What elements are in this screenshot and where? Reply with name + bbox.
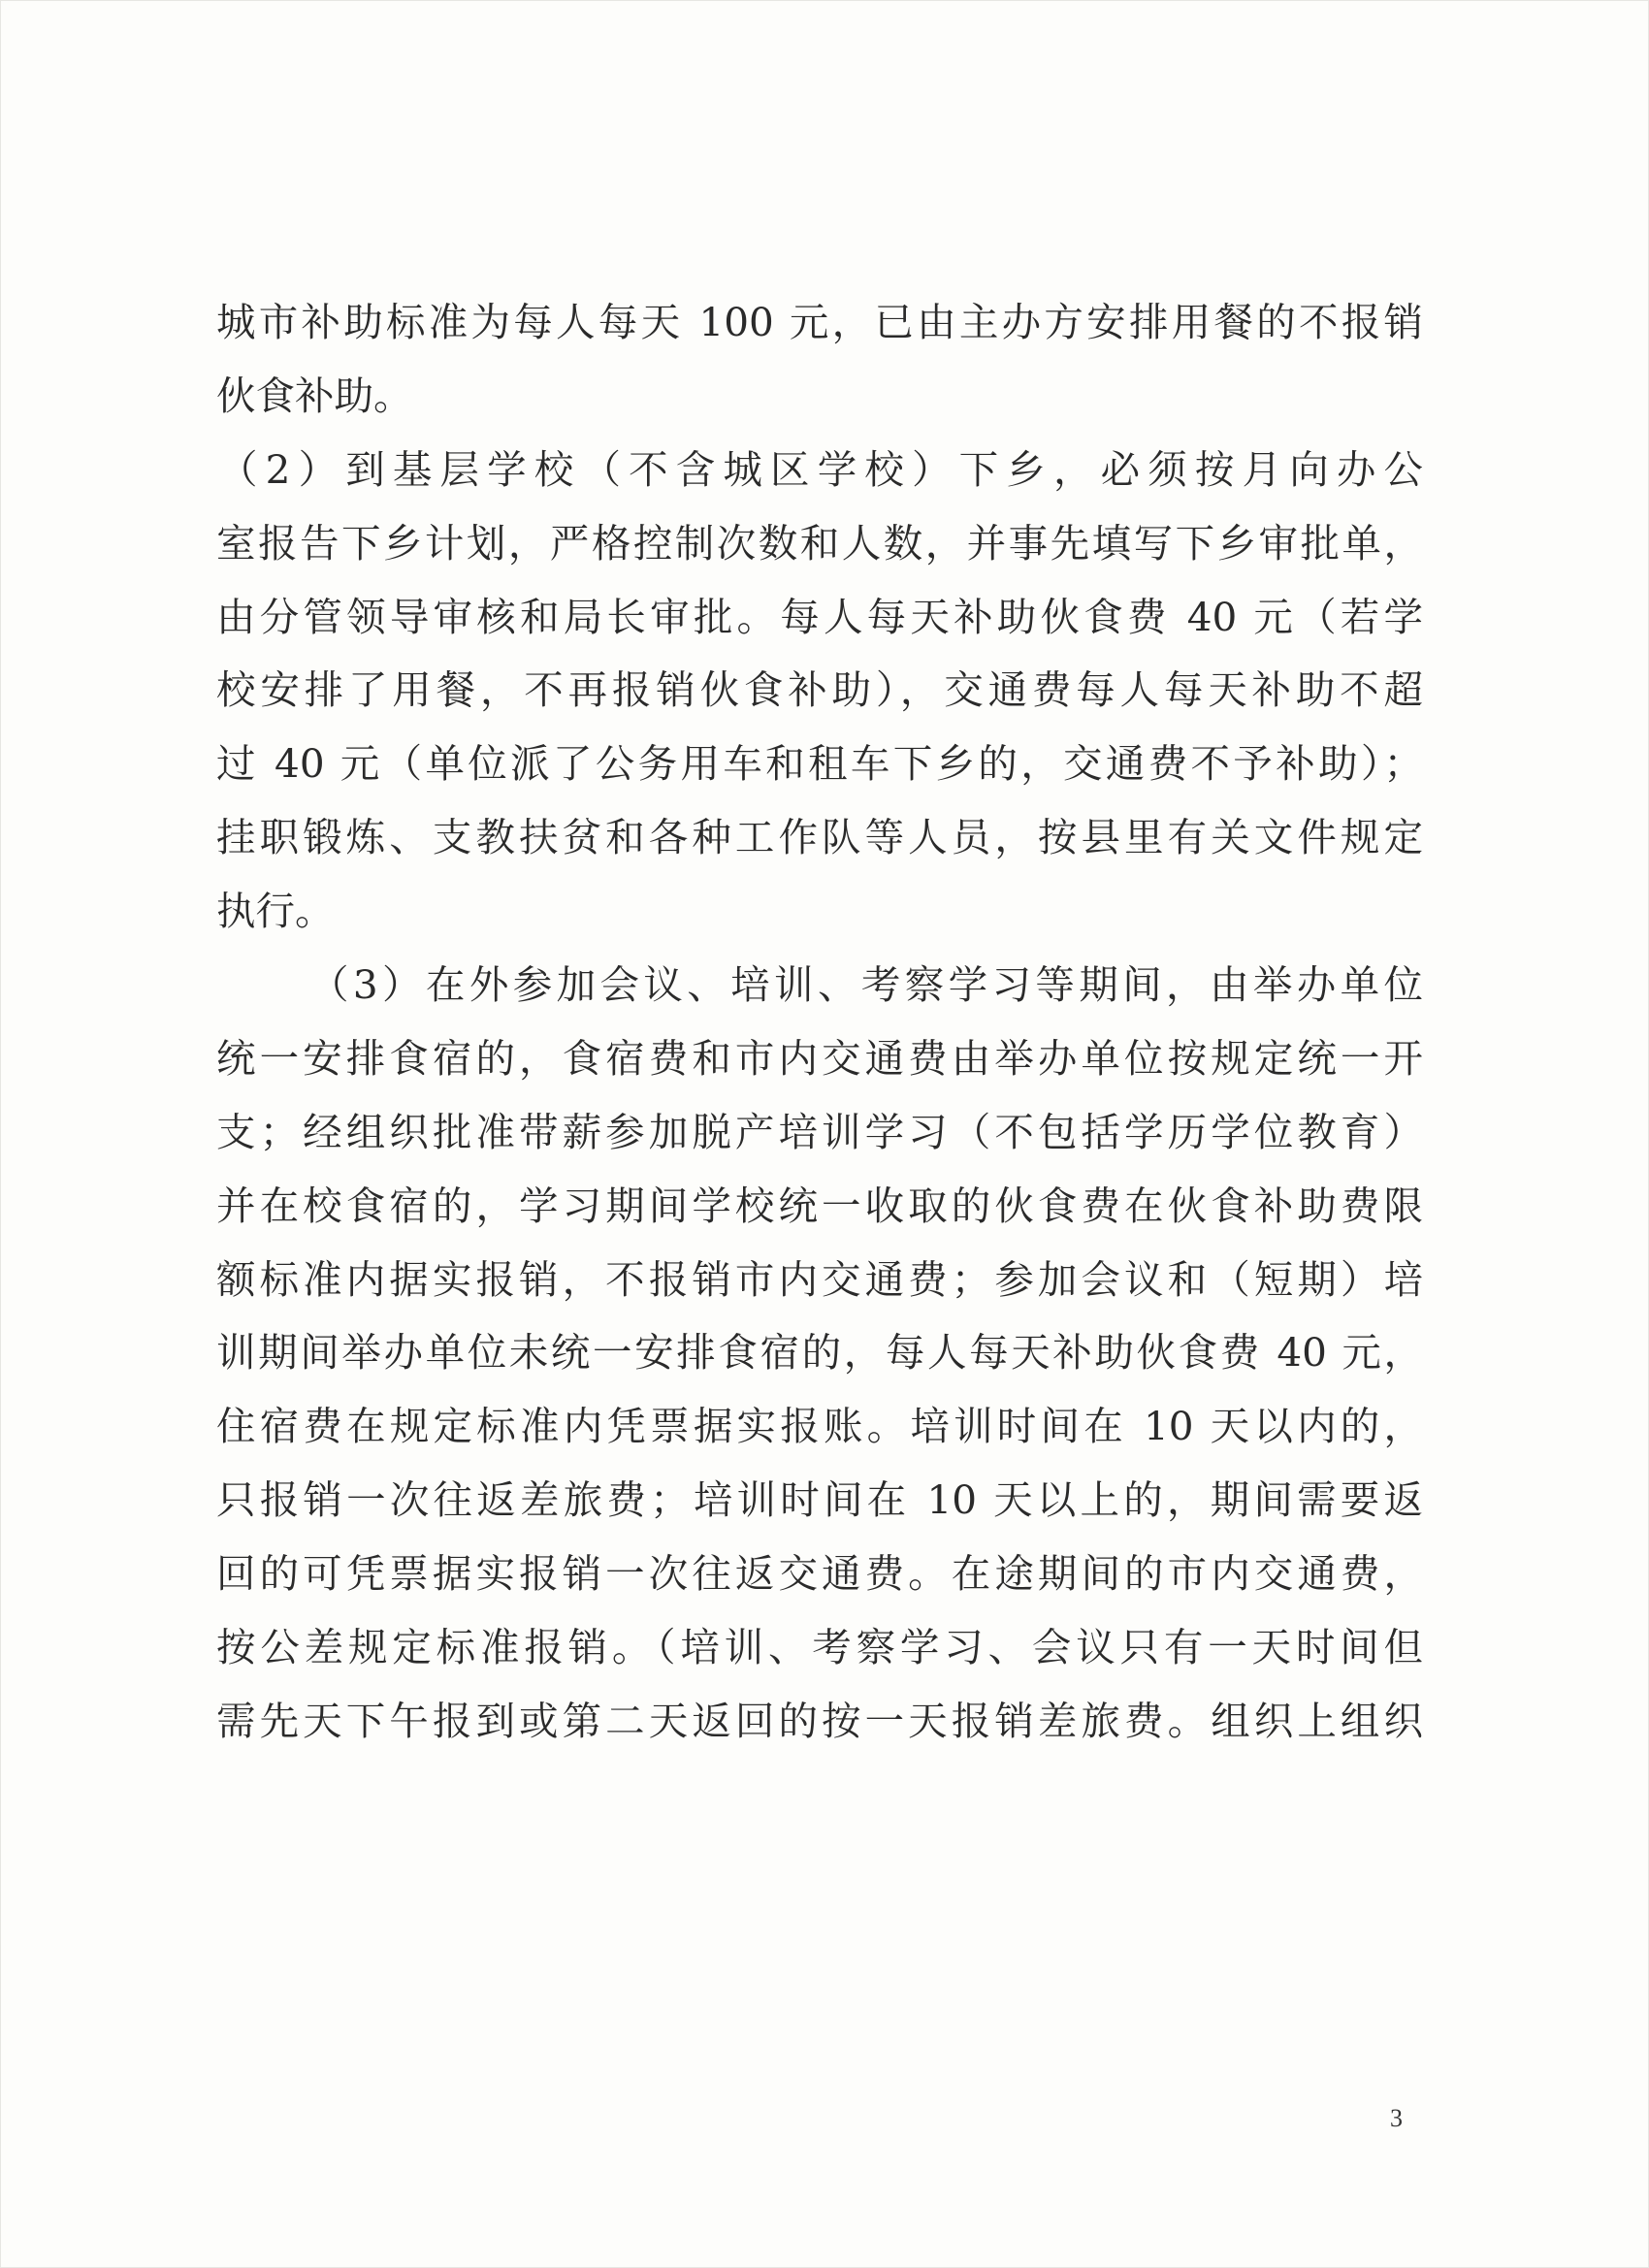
text-line: 训期间举办单位未统一安排食宿的，每人每天补助伙食费 40 元， xyxy=(216,1329,1423,1377)
text-line: 由分管领导审核和局长审批。每人每天补助伙食费 40 元（若学 xyxy=(216,593,1423,640)
text-line: 室报告下乡计划，严格控制次数和人数，并事先填写下乡审批单， xyxy=(216,519,1423,567)
text-line: 伙食补助。 xyxy=(216,372,413,419)
text-line: 住宿费在规定标准内凭票据实报账。培训时间在 10 天以内的， xyxy=(216,1403,1423,1450)
text-line: 额标准内据实报销，不报销市内交通费；参加会议和（短期）培 xyxy=(216,1255,1423,1303)
text-line: 统一安排食宿的，食宿费和市内交通费由举办单位按规定统一开 xyxy=(216,1034,1423,1082)
text-line: 校安排了用餐，不再报销伙食补助），交通费每人每天补助不超 xyxy=(216,666,1423,714)
text-line: 支；经组织批准带薪参加脱产培训学习（不包括学历学位教育） xyxy=(216,1108,1423,1155)
page-number: 3 xyxy=(1390,2104,1403,2132)
text-line: 执行。 xyxy=(216,888,335,935)
text-line: 按公差规定标准报销。（培训、考察学习、会议只有一天时间但 xyxy=(216,1624,1423,1671)
text-line: 挂职锻炼、支教扶贫和各种工作队等人员，按县里有关文件规定 xyxy=(216,814,1423,861)
text-line: 并在校食宿的，学习期间学校统一收取的伙食费在伙食补助费限 xyxy=(216,1182,1423,1229)
text-line: 城市补助标准为每人每天 100 元，已由主办方安排用餐的不报销 xyxy=(216,299,1423,345)
text-line: （2）到基层学校（不含城区学校）下乡，必须按月向办公 xyxy=(218,445,1423,493)
body-text xyxy=(216,286,1423,1759)
text-line: 需先天下午报到或第二天返回的按一天报销差旅费。组织上组织 xyxy=(216,1697,1423,1744)
text-line: （3）在外参加会议、培训、考察学习等期间，由举办单位 xyxy=(309,961,1423,1009)
text-line: 过 40 元（单位派了公务用车和租车下乡的，交通费不予补助）； xyxy=(216,740,1423,788)
text-line: 只报销一次往返差旅费；培训时间在 10 天以上的，期间需要返 xyxy=(216,1476,1423,1524)
text-line: 回的可凭票据实报销一次往返交通费。在途期间的市内交通费， xyxy=(216,1550,1423,1598)
